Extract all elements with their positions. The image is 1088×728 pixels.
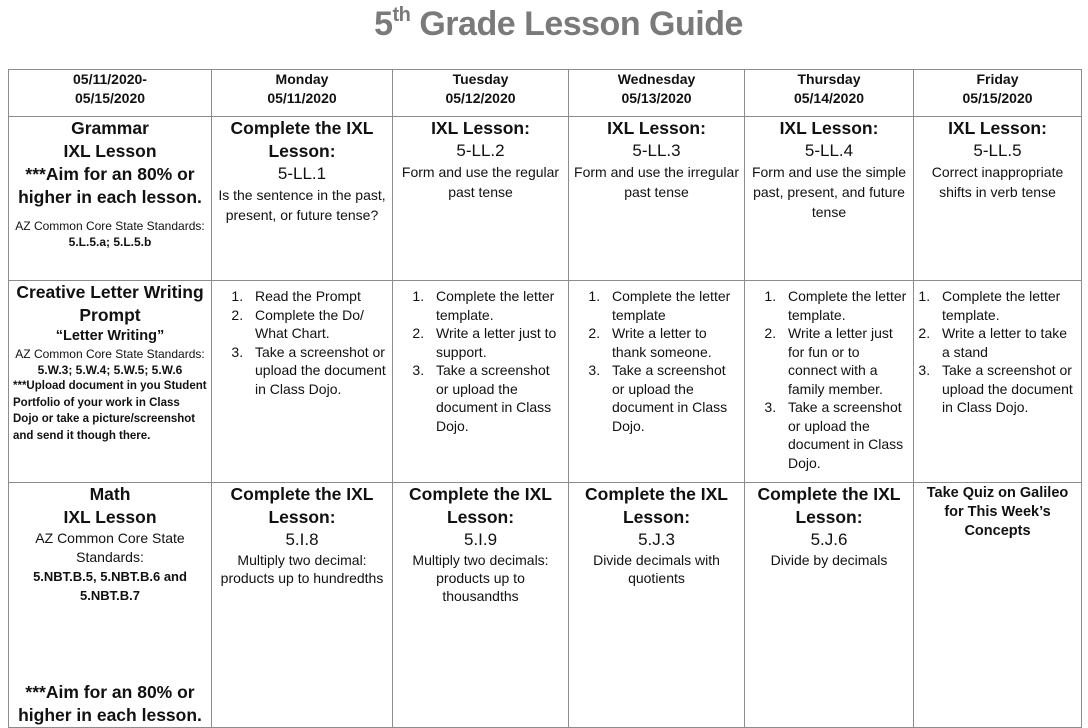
list-item: 3. Take a screenshot or upload the document in Class Dojo. xyxy=(428,361,564,435)
writing-tuesday xyxy=(393,281,569,483)
writing-thursday xyxy=(745,281,914,483)
math-wednesday: Complete the IXL Lesson: 5.J.3 Divide decimals with quotients xyxy=(569,483,745,728)
grammar-label-cell: Grammar IXL Lesson ***Aim for an 80% or higher in each lesson. AZ Common Core State Standards: 5.L.5.a; 5.L.5.b xyxy=(9,117,212,281)
header-wednesday: Wednesday 05/13/2020 xyxy=(569,70,745,117)
math-monday: Complete the IXL Lesson: 5.I.8 Multiply two decimal: products up to hundredths xyxy=(212,483,393,728)
list-item: 3. Take a screenshot or upload the document in Class Dojo. xyxy=(604,361,740,435)
header-row xyxy=(9,70,1082,117)
week-range-cell: 05/11/2020- 05/15/2020 xyxy=(9,70,212,117)
list-item: 1. Complete the letter template. xyxy=(780,287,909,324)
math-tuesday: Complete the IXL Lesson: 5.I.9 Multiply two decimals: products up to thousandths xyxy=(393,483,569,728)
list-item: 2. Write a letter to thank someone. xyxy=(604,324,740,361)
list-item: 1. Complete the letter template xyxy=(604,287,740,324)
grammar-row xyxy=(9,117,1082,281)
list-item: 1. Read the Prompt xyxy=(247,287,388,306)
math-thursday: Complete the IXL Lesson: 5.J.6 Divide by decimals xyxy=(745,483,914,728)
grammar-monday: Complete the IXL Lesson: 5-LL.1 Is the sentence in the past, present, or future tense? xyxy=(212,117,393,281)
list-item: 3. Take a screenshot or upload the document in Class Dojo. xyxy=(780,398,909,472)
list-item: 1. Complete the letter template. xyxy=(934,287,1077,324)
header-thursday: Thursday 05/14/2020 xyxy=(745,70,914,117)
list-item: 2. Write a letter just to support. xyxy=(428,324,564,361)
list-item: 2. Complete the Do/ What Chart. xyxy=(247,306,388,343)
grammar-friday: IXL Lesson: 5-LL.5 Correct inappropriate shifts in verb tense xyxy=(914,117,1082,281)
grammar-wednesday: IXL Lesson: 5-LL.3 Form and use the irregular past tense xyxy=(569,117,745,281)
list-item: 3. Take a screenshot or upload the document in Class Dojo. xyxy=(247,343,388,399)
writing-monday xyxy=(212,281,393,483)
writing-label-cell: Creative Letter Writing Prompt “Letter Writing” AZ Common Core State Standards: 5.W.3; 5.W.4; 5.W.5; 5.W.6 ***Upload document in you Student Portfolio of your work in Class Dojo or take a picture/screenshot and send it though there. xyxy=(9,281,212,483)
writing-friday xyxy=(914,281,1082,483)
list-item: 2. Write a letter just for fun or to connect with a family member. xyxy=(780,324,909,398)
page-title: 5th Grade Lesson Guide xyxy=(374,4,743,43)
list-item: 3. Take a screenshot or upload the document in Class Dojo. xyxy=(934,361,1077,417)
grammar-tuesday: IXL Lesson: 5-LL.2 Form and use the regular past tense xyxy=(393,117,569,281)
math-row xyxy=(9,483,1082,728)
writing-wednesday xyxy=(569,281,745,483)
lesson-table xyxy=(8,69,1082,728)
list-item: 2. Write a letter to take a stand xyxy=(934,324,1077,361)
list-item: 1. Complete the letter template. xyxy=(428,287,564,324)
writing-row xyxy=(9,281,1082,483)
header-tuesday: Tuesday 05/12/2020 xyxy=(393,70,569,117)
grammar-thursday: IXL Lesson: 5-LL.4 Form and use the simple past, present, and future tense xyxy=(745,117,914,281)
header-monday: Monday 05/11/2020 xyxy=(212,70,393,117)
header-friday: Friday 05/15/2020 xyxy=(914,70,1082,117)
math-friday: Take Quiz on Galileo for This Week’s Concepts xyxy=(914,483,1082,728)
math-label-cell: Math IXL Lesson AZ Common Core State Standards: 5.NBT.B.5, 5.NBT.B.6 and 5.NBT.B.7 ***Aim for an 80% or higher in each lesson. xyxy=(9,483,212,728)
